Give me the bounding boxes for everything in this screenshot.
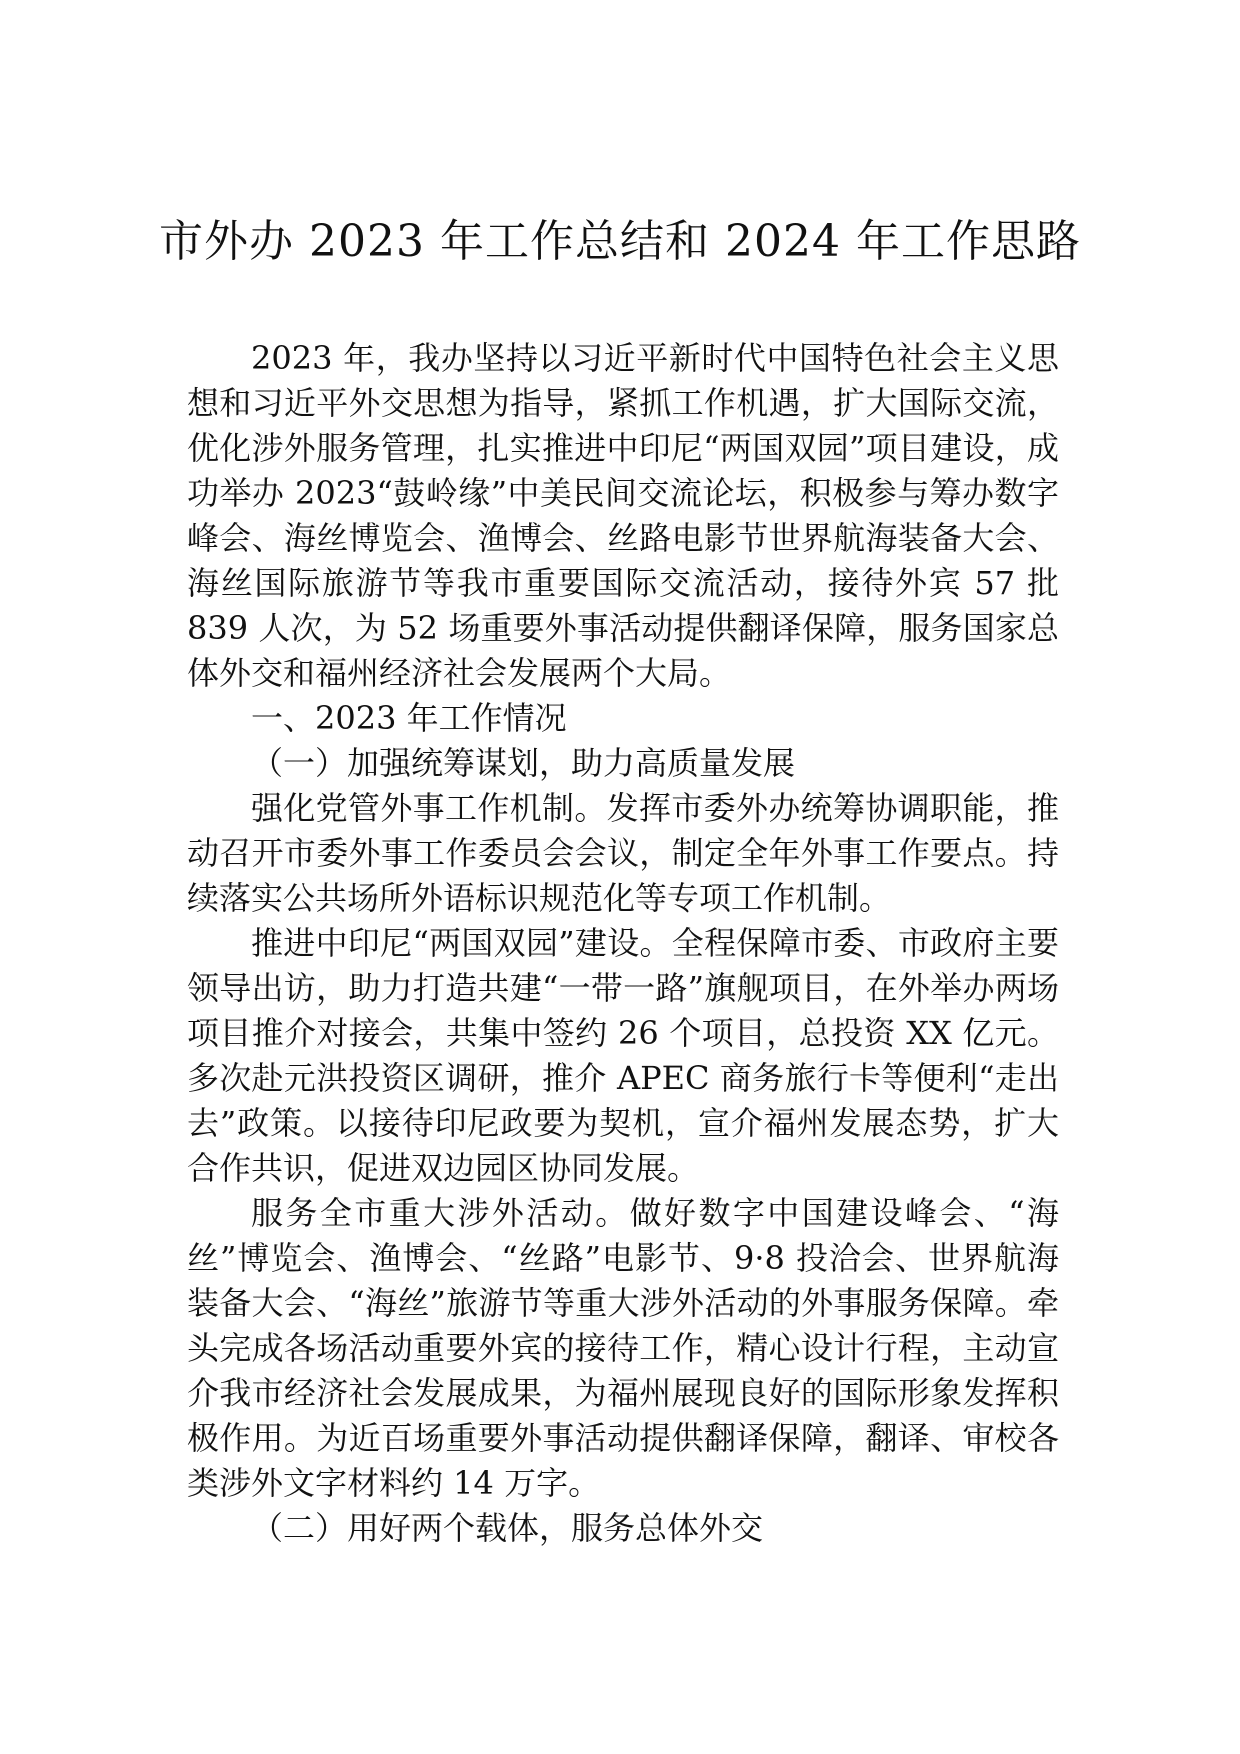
body-paragraph: 推进中印尼“两国双园”建设。全程保障市委、市政府主要领导出访，助力打造共建“一带一路”旗舰项目，在外举办两场项目推介对接会，共集中签约 26 个项目，总投资 XX 亿元。多次赴元洪投资区调研，推介 APEC 商务旅行卡等便利“走出去”政策。以接待印尼政要为契机，宣介福州发展态势，扩大合作共识，促进双边园区协同发展。	[187, 924, 1059, 1187]
section-heading-1: 一、2023 年工作情况	[251, 699, 567, 737]
subsection-heading-2: （二）用好两个载体，服务总体外交	[251, 1509, 764, 1547]
body-paragraph: 强化党管外事工作机制。发挥市委外办统筹协调职能，推动召开市委外事工作委员会会议，制定全年外事工作要点。持续落实公共场所外语标识规范化等专项工作机制。	[187, 789, 1059, 917]
intro-paragraph: 2023 年，我办坚持以习近平新时代中国特色社会主义思想和习近平外交思想为指导，紧抓工作机遇，扩大国际交流，优化涉外服务管理，扎实推进中印尼“两国双园”项目建设，成功举办 2023“鼓岭缘”中美民间交流论坛，积极参与筹办数字峰会、海丝博览会、渔博会、丝路电影节世界航海装备大会、海丝国际旅游节等我市重要国际交流活动，接待外宾 57 批 839 人次，为 52 场重要外事活动提供翻译保障，服务国家总体外交和福州经济社会发展两个大局。	[187, 339, 1059, 692]
body-paragraph: 服务全市重大涉外活动。做好数字中国建设峰会、“海丝”博览会、渔博会、“丝路”电影节、9·8 投洽会、世界航海装备大会、“海丝”旅游节等重大涉外活动的外事服务保障。牵头完成各场活动重要外宾的接待工作，精心设计行程，主动宣介我市经济社会发展成果，为福州展现良好的国际形象发挥积极作用。为近百场重要外事活动提供翻译保障，翻译、审校各类涉外文字材料约 14 万字。	[187, 1194, 1059, 1502]
subsection-heading-1: （一）加强统筹谋划，助力高质量发展	[251, 744, 796, 782]
document-body	[187, 336, 1059, 1551]
document-title: 市外办 2023 年工作总结和 2024 年工作思路	[159, 216, 1081, 267]
